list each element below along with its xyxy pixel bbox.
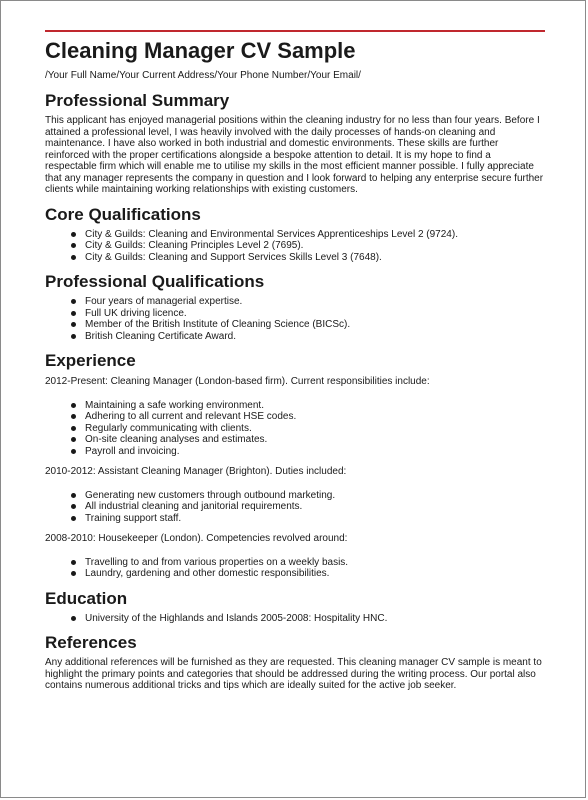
core-qualifications-list [45,229,545,264]
list-item: Generating new customers through outbound marketing. [45,490,545,502]
summary-heading: Professional Summary [45,91,230,110]
summary-section [45,90,545,196]
education-heading: Education [45,588,128,608]
list-item: Laundry, gardening and other domestic responsibilities. [45,568,545,580]
experience-heading: Experience [45,351,136,370]
list-item: Training support staff. [45,513,545,525]
core-qualifications-section [45,204,545,264]
list-item: British Cleaning Certificate Award. [45,331,545,343]
professional-qualifications-section [45,271,545,342]
list-item: Member of the British Institute of Cleaning Science (BICSc). [45,319,545,331]
experience-role-list [45,490,545,525]
top-accent-rule [45,30,545,32]
list-item: University of the Highlands and Islands 2005-2008: Hospitality HNC. [45,613,545,625]
list-item: Regularly communicating with clients. [45,423,545,435]
list-item: On-site cleaning analyses and estimates. [45,434,545,446]
education-section [45,588,545,625]
list-item: All industrial cleaning and janitorial requirements. [45,501,545,513]
list-item: Adhering to all current and relevant HSE codes. [45,411,545,423]
experience-role-title: 2008-2010: Housekeeper (London). Competencies revolved around: [45,533,348,544]
summary-text: This applicant has enjoyed managerial positions within the cleaning industry for no less than four years. Before I attained a professional level, I was heavily involved with the daily processes of hands-on cleaning and maintenance. I have also worked in both industrial and domestic environments. These skills are further reinforced with the proper certifications alongside a bespoke attention to detail. It is my hope to find a respectable firm which will enable me to utilise my skills in the most efficient manner possible. I fully appreciate that any manager represents the company in question and I look forward to helping any enterprise secure further clients while maintaining working relationships with existing customers. [45,115,544,195]
references-text: Any additional references will be furnished as they are requested. This cleaning manager CV sample is meant to highlight the primary points and categories that should be addressed during the writing process. Our portal also contains numerous additional tricks and tips which are ideally suited for the active job seeker. [45,657,542,691]
list-item: Full UK driving licence. [45,308,545,320]
professional-qualifications-list [45,296,545,342]
list-item: Travelling to and from various properties on a weekly basis. [45,557,545,569]
experience-role-title: 2012-Present: Cleaning Manager (London-based firm). Current responsibilities include: [45,376,430,387]
cv-title: Cleaning Manager CV Sample [45,38,356,63]
cv-content [45,37,545,692]
list-item: Four years of managerial expertise. [45,296,545,308]
experience-role-list [45,557,545,580]
professional-qualifications-heading: Professional Qualifications [45,272,265,291]
list-item: City & Guilds: Cleaning and Support Services Skills Level 3 (7648). [45,252,545,264]
contact-line: /Your Full Name/Your Current Address/Your Phone Number/Your Email/ [45,70,361,81]
list-item: City & Guilds: Cleaning and Environmental Services Apprenticeships Level 2 (9724). [45,229,545,241]
list-item: Maintaining a safe working environment. [45,400,545,412]
references-section [45,632,545,692]
core-qualifications-heading: Core Qualifications [45,204,201,224]
list-item: Payroll and invoicing. [45,446,545,458]
experience-section [45,350,545,580]
experience-role-title: 2010-2012: Assistant Cleaning Manager (Brighton). Duties included: [45,466,347,477]
references-heading: References [45,633,137,652]
education-list [45,613,545,625]
experience-role-list [45,400,545,458]
list-item: City & Guilds: Cleaning Principles Level 2 (7695). [45,240,545,252]
